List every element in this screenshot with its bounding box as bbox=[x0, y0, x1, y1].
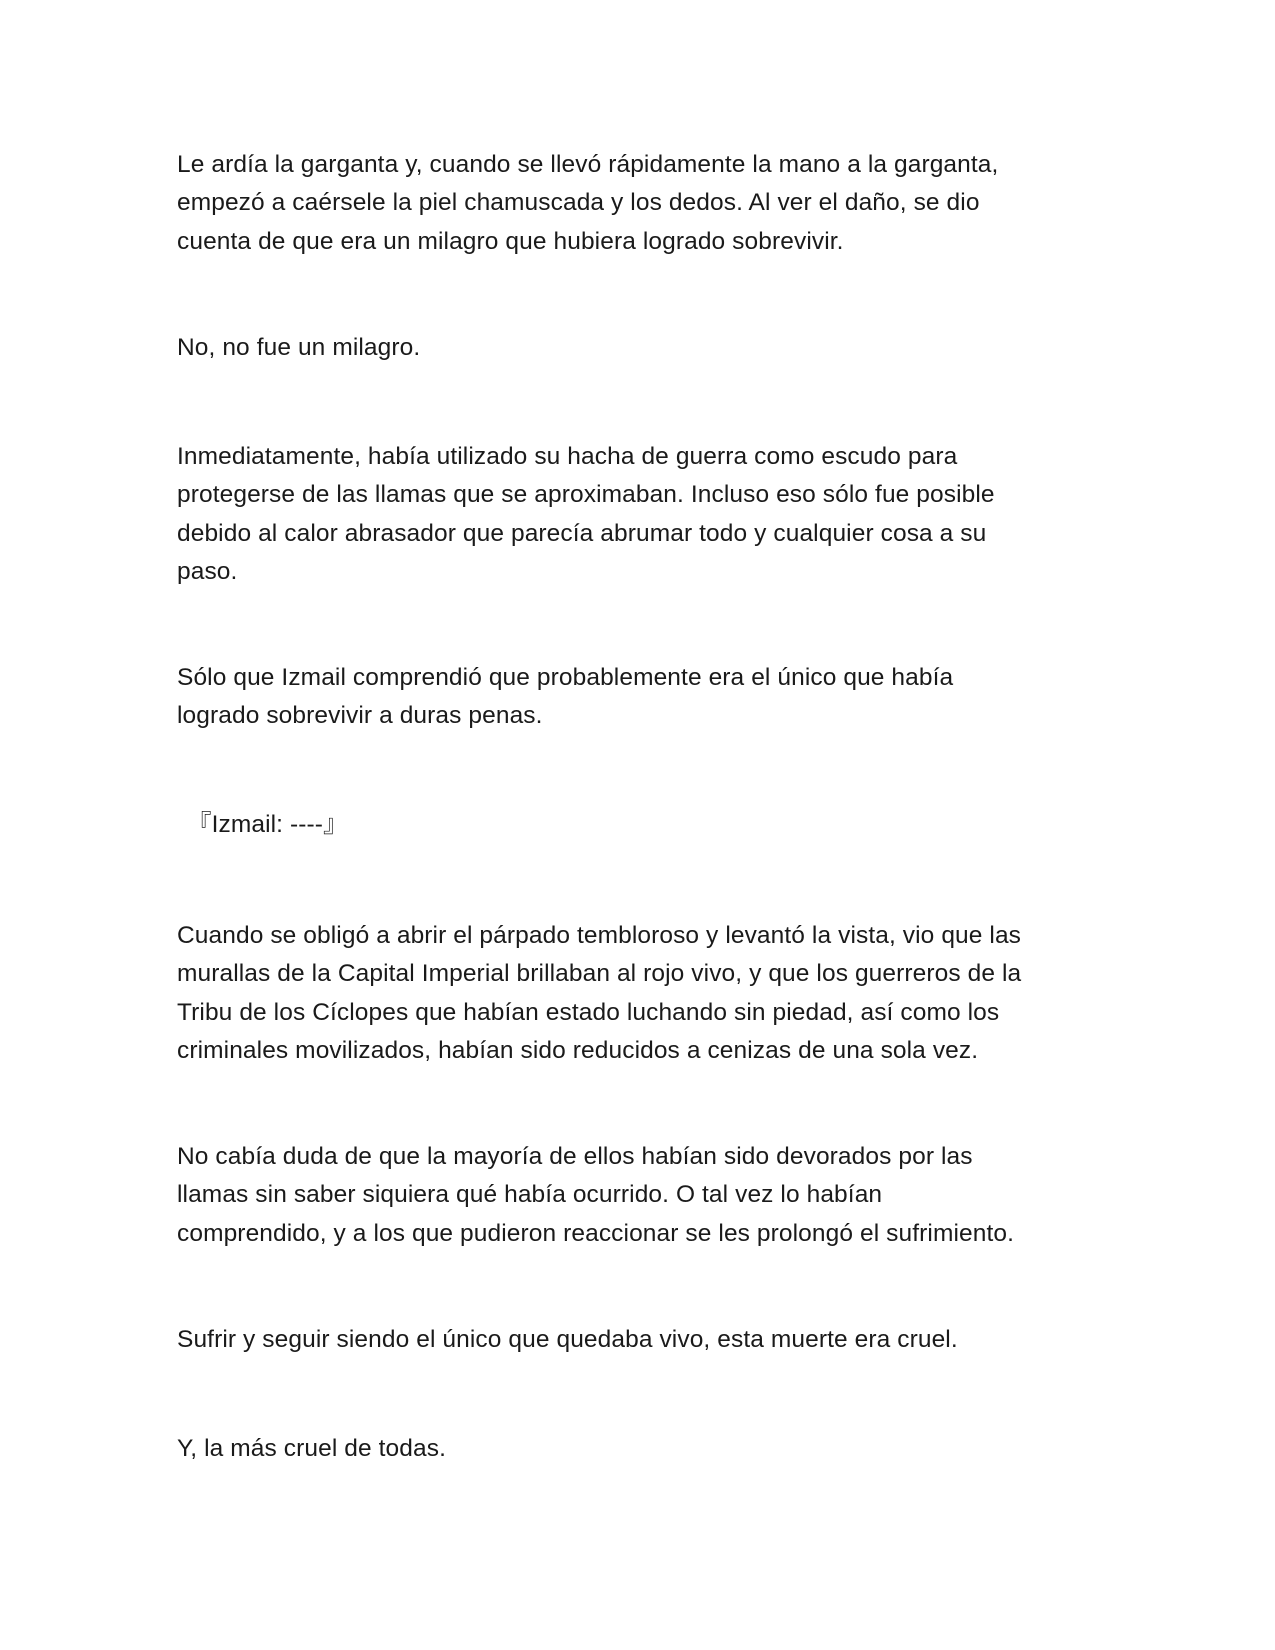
text-line: debido al calor abrasador que parecía abrumar todo y cualquier cosa a su bbox=[177, 519, 987, 547]
text-line: Inmediatamente, había utilizado su hacha de guerra como escudo para bbox=[177, 443, 958, 470]
text-line: Cuando se obligó a abrir el párpado tembloroso y levantó la vista, vio que las bbox=[177, 922, 1022, 949]
paragraph bbox=[177, 659, 1107, 736]
paragraph bbox=[177, 1321, 1107, 1359]
paragraph bbox=[177, 146, 1107, 261]
paragraph bbox=[177, 917, 1107, 1070]
text-line: protegerse de las llamas que se aproximaban. Incluso eso sólo fue posible bbox=[177, 481, 995, 509]
paragraph bbox=[177, 329, 1107, 367]
dialogue-line bbox=[187, 806, 1117, 844]
paragraph bbox=[177, 1430, 1107, 1468]
text-line: llamas sin saber siquiera qué había ocurrido. O tal vez lo habían bbox=[177, 1181, 883, 1209]
text-line: No, no fue un milagro. bbox=[177, 334, 421, 361]
text-line: Sufrir y seguir siendo el único que quedaba vivo, esta muerte era cruel. bbox=[177, 1326, 958, 1353]
text-line: comprendido, y a los que pudieron reaccionar se les prolongó el sufrimiento. bbox=[177, 1219, 1014, 1247]
paragraph bbox=[177, 438, 1107, 591]
text-line: 『Izmail: ----』 bbox=[187, 811, 348, 838]
text-line: logrado sobrevivir a duras penas. bbox=[177, 702, 543, 730]
text-line: Sólo que Izmail comprendió que probablemente era el único que había bbox=[177, 664, 954, 691]
paragraph bbox=[177, 1138, 1107, 1253]
text-line: No cabía duda de que la mayoría de ellos habían sido devorados por las bbox=[177, 1143, 973, 1170]
text-line: murallas de la Capital Imperial brillaban al rojo vivo, y que los guerreros de la bbox=[177, 960, 1022, 988]
text-line: empezó a caérsele la piel chamuscada y los dedos. Al ver el daño, se dio bbox=[177, 189, 980, 217]
text-line: paso. bbox=[177, 557, 238, 585]
text-line: Tribu de los Cíclopes que habían estado luchando sin piedad, así como los bbox=[177, 998, 1000, 1026]
text-line: Le ardía la garganta y, cuando se llevó rápidamente la mano a la garganta, bbox=[177, 151, 999, 178]
text-line: Y, la más cruel de todas. bbox=[177, 1435, 446, 1462]
text-line: cuenta de que era un milagro que hubiera logrado sobrevivir. bbox=[177, 227, 844, 255]
text-line: criminales movilizados, habían sido reducidos a cenizas de una sola vez. bbox=[177, 1036, 979, 1064]
